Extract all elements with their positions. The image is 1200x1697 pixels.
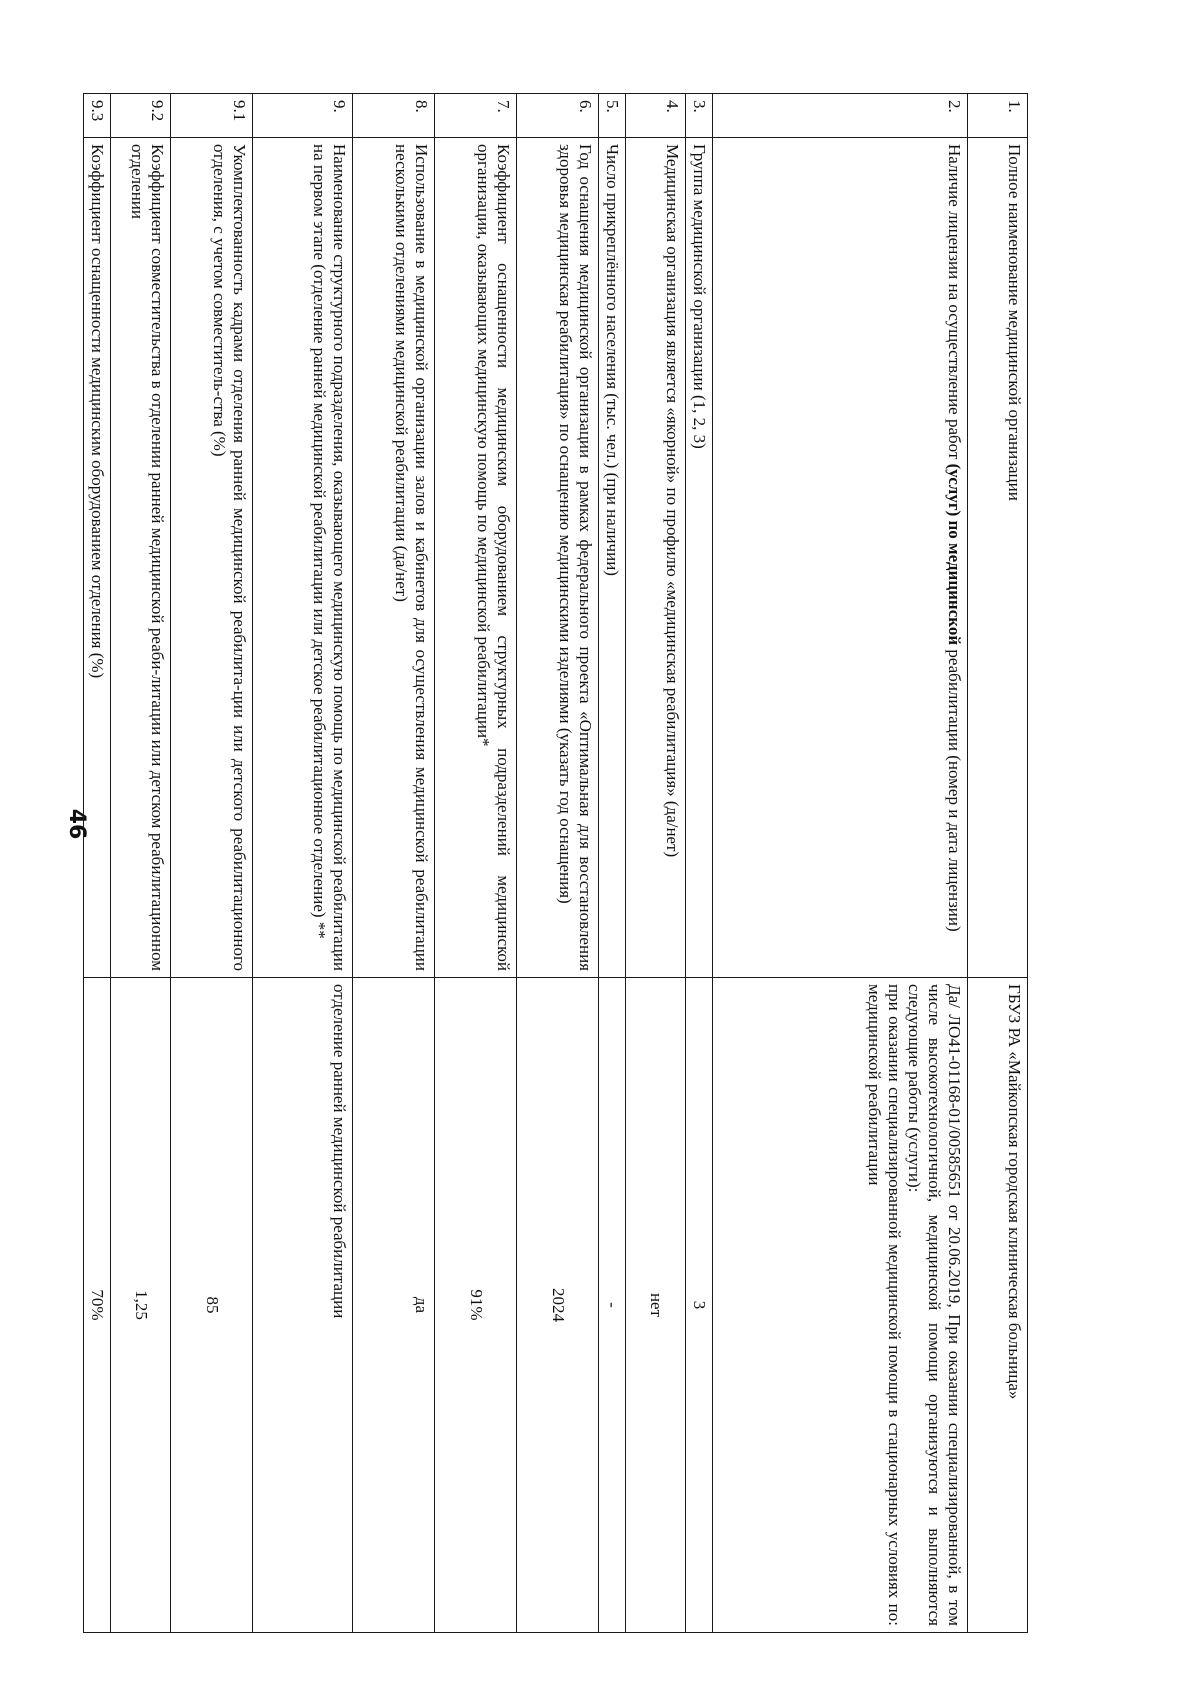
row-value: 3 [686, 978, 713, 1633]
row-number: 9.3 [84, 94, 111, 138]
row-number: 4. [626, 94, 686, 138]
row-value: ГБУЗ РА «Майкопская городская клиническая больница» [968, 978, 1028, 1633]
table-row [599, 94, 626, 1633]
table-row [253, 94, 353, 1633]
row-number: 7. [435, 94, 517, 138]
row-number: 1. [968, 94, 1028, 138]
row-number: 9.1 [171, 94, 253, 138]
license-label-start: Наличие лицензии на осуществление работ [945, 144, 964, 464]
row-label: Группа медицинской организации (1, 2, 3) [686, 138, 713, 978]
rotated-table-sheet [88, 93, 1028, 1633]
row-label: Коэффициент оснащенности медицинским оборудованием отделения (%) [84, 138, 111, 978]
license-label-bold: (услуг) по медицинской [945, 463, 964, 646]
table-row [968, 94, 1028, 1633]
row-value: 70% [84, 978, 111, 1633]
row-label: Полное наименование медицинской организации [968, 138, 1028, 978]
row-label: Укомплектованность кадрами отделения ранней медицинской реабилита-ции или детского реабилитационного отделения, с учетом совместитель-ства (%) [171, 138, 253, 978]
table-row [517, 94, 599, 1633]
table-row [435, 94, 517, 1633]
license-label-end: реабилитации (номер и дата лицензии) [945, 645, 964, 932]
row-value: отделение ранней медицинской реабилитации [253, 978, 353, 1633]
row-label: Год оснащения медицинской организации в рамках федерального проекта «Оптимальная для восстановления здоровья медицинская реабилитация» по оснащению медицинскими изделиями (указать год оснащения) [517, 138, 599, 978]
table-row [111, 94, 171, 1633]
page-number: 46 [64, 808, 89, 840]
row-value: нет [626, 978, 686, 1633]
row-number: 3. [686, 94, 713, 138]
row-value: да [353, 978, 435, 1633]
license-details: Да/ ЛО41-01168-01/00585651 от 20.06.2019, При оказании специализированной, в том числе высокотехнологичной, медицинской помощи организуются и выполняются следующие работы (услуги): [905, 984, 964, 1626]
row-value: 2024 [517, 978, 599, 1633]
row-value [713, 978, 968, 1633]
row-number: 9.2 [111, 94, 171, 138]
row-label: Использование в медицинской организации залов и кабинетов для осуществления медицинской реабилитации несколькими отделениями медицинской реабилитации (да/нет) [353, 138, 435, 978]
row-value: 85 [171, 978, 253, 1633]
row-number: 8. [353, 94, 435, 138]
row-label: Медицинская организация является «якорной» по профилю «медицинская реабилитация» (да/нет) [626, 138, 686, 978]
row-number: 6. [517, 94, 599, 138]
table-row [171, 94, 253, 1633]
row-number: 5. [599, 94, 626, 138]
table-row [686, 94, 713, 1633]
row-number: 9. [253, 94, 353, 138]
row-label [713, 138, 968, 978]
row-value: 1,25 [111, 978, 171, 1633]
table-row [353, 94, 435, 1633]
row-label: Коэффициент оснащенности медицинским оборудованием структурных подразделений медицинской организации, оказывающих медицинскую помощь по медицинской реабилитации* [435, 138, 517, 978]
row-value: - [599, 978, 626, 1633]
table-row [713, 94, 968, 1633]
table-row [626, 94, 686, 1633]
license-services: при оказании специализированной медицинской помощи в стационарных условиях по: медицинской реабилитации [865, 984, 905, 1626]
row-number: 2. [713, 94, 968, 138]
table-row [84, 94, 111, 1633]
row-label: Наименование структурного подразделения, оказывающего медицинскую помощь по медицинской реабилитации на первом этапе (отделение ранней медицинской реабилитации или детское реабилитационное отделение) ** [253, 138, 353, 978]
row-label: Коэффициент совместительства в отделении ранней медицинской реаби-литации или детском реабилитационном отделении [111, 138, 171, 978]
organization-info-table [83, 93, 1028, 1633]
row-label: Число прикреплённого населения (тыс. чел.) (при наличии) [599, 138, 626, 978]
row-value: 91% [435, 978, 517, 1633]
